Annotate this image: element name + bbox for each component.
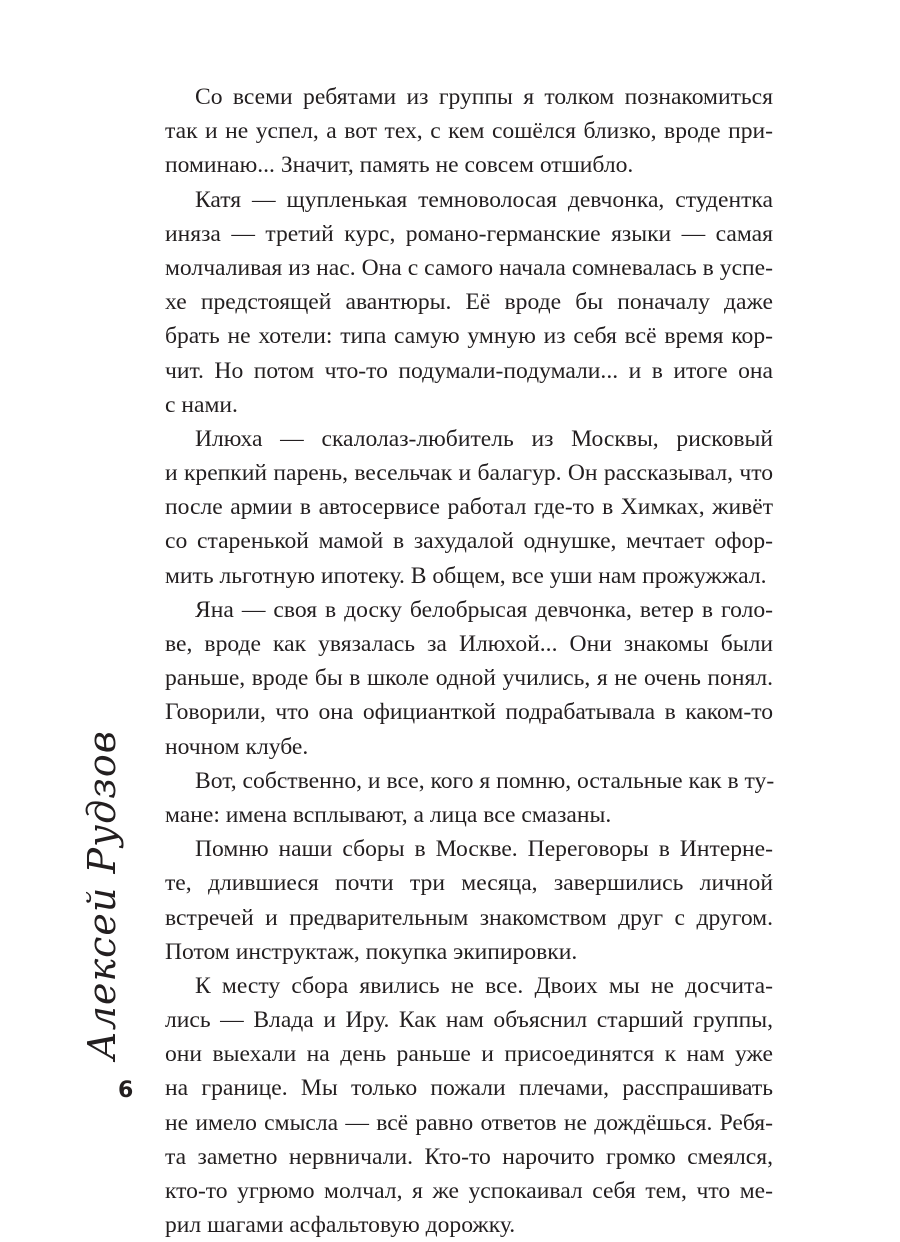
text-line: брать не хотели: типа самую умную из себя всё время кор- [165, 323, 773, 350]
text-line: кто-то угрюмо молчал, я же успокаивал себя тем, что ме- [165, 1178, 773, 1204]
text-line: мить льготную ипотеку. В общем, все уши нам прожужжал. [165, 562, 767, 589]
text-line: поминаю... Значит, память не совсем отшибло. [165, 152, 634, 179]
author-name-running-head: Алексей Рудзов [80, 730, 124, 1060]
text-line: Илюха — скалолаз-любитель из Москвы, рисковый [195, 425, 773, 452]
text-line: не имело смысла — всё равно ответов не дождёшься. Ребя- [165, 1109, 773, 1136]
text-line: Говорили, что она официанткой подрабатывала в каком-то [165, 699, 773, 726]
text-line: раньше, вроде бы в школе одной учились, я не очень понял. [165, 665, 773, 692]
text-line: они выехали на день раньше и присоединятся к нам уже [165, 1041, 773, 1068]
text-line: и крепкий парень, весельчак и балагур. Он рассказывал, что [165, 460, 773, 487]
text-line: чит. Но потом что-то подумали-подумали... и в итоге она [165, 357, 773, 384]
text-line: Вот, собственно, и все, кого я помню, остальные как в ту- [195, 767, 775, 794]
text-line: Со всеми ребятами из группы я толком познакомиться [195, 84, 773, 110]
text-line: Потом инструктаж, покупка экипировки. [165, 938, 578, 965]
text-line: на границе. Мы только пожали плечами, расспрашивать [165, 1075, 773, 1102]
text-line: Яна — своя в доску белобрысая девчонка, ветер в голо- [195, 596, 773, 623]
text-line: мане: имена всплывают, а лица все смазаны. [165, 801, 612, 828]
text-line: со старенькой мамой в захудалой однушке, мечтает офор- [165, 528, 773, 555]
text-line: иняза — третий курс, романо-германские языки — самая [165, 220, 773, 247]
text-line: те, длившиеся почти три месяца, завершились личной [165, 870, 773, 897]
text-line: та заметно нервничали. Кто-то нарочито громко смеялся, [165, 1143, 773, 1170]
text-line: Помню наши сборы в Москве. Переговоры в Интерне- [195, 836, 773, 863]
page-number: 6 [118, 1078, 134, 1103]
text-line: молчаливая из нас. Она с самого начала сомневалась в успе- [165, 254, 773, 281]
text-line: ве, вроде как увязалась за Илюхой... Они знакомы были [165, 631, 773, 657]
text-line: рил шагами асфальтовую дорожку. [165, 1212, 516, 1239]
text-line: после армии в автосервисе работал где-то в Химках, живёт [165, 494, 773, 521]
text-line: лись — Влада и Иру. Как нам объяснил старший группы, [165, 1007, 773, 1034]
text-line: ночном клубе. [165, 733, 309, 760]
text-line: Катя — щупленькая темноволосая девчонка, студентка [195, 186, 773, 213]
text-line: К месту сбора явились не все. Двоих мы не досчита- [195, 972, 773, 999]
body-text [165, 80, 773, 1242]
text-line: так и не успел, а вот тех, с кем сошёлся близко, вроде при- [165, 118, 773, 145]
text-line: встречей и предварительным знакомством друг с другом. [165, 904, 773, 931]
text-line: хе предстоящей авантюры. Её вроде бы поначалу даже [165, 289, 773, 316]
text-line: с нами. [165, 391, 238, 418]
